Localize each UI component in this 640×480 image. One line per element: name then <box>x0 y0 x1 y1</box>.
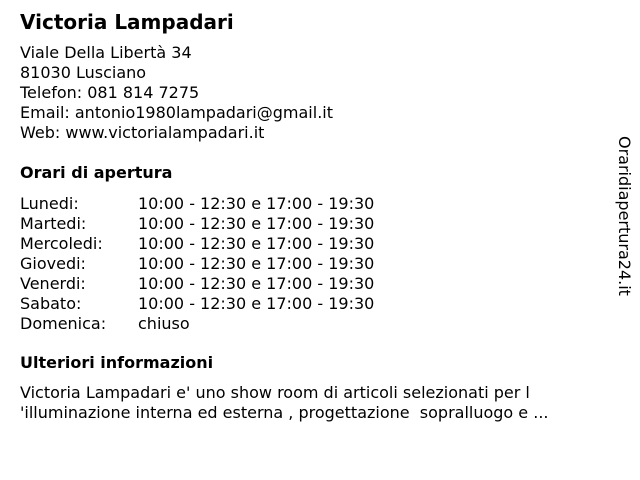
business-description <box>20 383 610 423</box>
hours-row <box>20 254 440 274</box>
hours-row <box>20 294 440 314</box>
hours-day: Mercoledi: <box>20 234 103 253</box>
more-info-title: Ulteriori informazioni <box>20 353 214 372</box>
hours-row <box>20 214 440 234</box>
contact-details <box>20 43 333 143</box>
opening-hours-table <box>20 194 440 334</box>
description-line: Victoria Lampadari e' uno show room di articoli selezionati per l <box>20 383 530 402</box>
hours-time: 10:00 - 12:30 e 17:00 - 19:30 <box>138 294 375 313</box>
hours-time: 10:00 - 12:30 e 17:00 - 19:30 <box>138 194 375 213</box>
address-street: Viale Della Libertà 34 <box>20 43 192 62</box>
hours-day: Martedi: <box>20 214 87 233</box>
hours-time: chiuso <box>138 314 190 333</box>
hours-row <box>20 234 440 254</box>
hours-time: 10:00 - 12:30 e 17:00 - 19:30 <box>138 234 375 253</box>
hours-day: Sabato: <box>20 294 82 313</box>
hours-day: Lunedi: <box>20 194 79 213</box>
address-city: 81030 Lusciano <box>20 63 147 82</box>
hours-row <box>20 314 440 334</box>
hours-day: Venerdi: <box>20 274 86 293</box>
email-address[interactable]: Email: antonio1980lampadari@gmail.it <box>20 103 333 122</box>
business-name: Victoria Lampadari <box>20 10 234 34</box>
hours-time: 10:00 - 12:30 e 17:00 - 19:30 <box>138 254 375 273</box>
website-link[interactable]: Web: www.victorialampadari.it <box>20 123 265 142</box>
hours-time: 10:00 - 12:30 e 17:00 - 19:30 <box>138 274 375 293</box>
hours-day: Giovedi: <box>20 254 86 273</box>
hours-day: Domenica: <box>20 314 107 333</box>
description-line: 'illuminazione interna ed esterna , progettazione sopralluogo e ... <box>20 403 549 422</box>
phone-number[interactable]: Telefon: 081 814 7275 <box>20 83 200 102</box>
hours-row <box>20 194 440 214</box>
hours-row <box>20 274 440 294</box>
opening-hours-title: Orari di apertura <box>20 163 173 182</box>
hours-time: 10:00 - 12:30 e 17:00 - 19:30 <box>138 214 375 233</box>
site-watermark: Oraridiapertura24.it <box>615 136 634 296</box>
